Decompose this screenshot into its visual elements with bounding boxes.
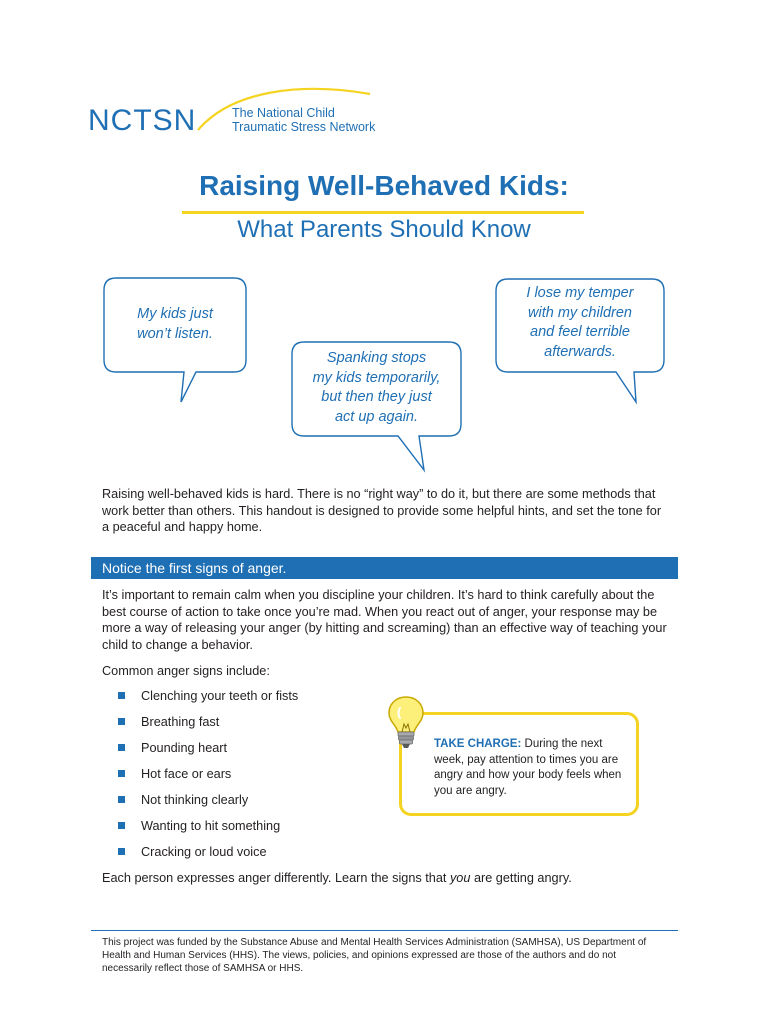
- intro-paragraph: Raising well-behaved kids is hard. There is no “right way” to do it, but there are some methods that work better than others. This handout is designed to provide some helpful hints, and set the tone for a peaceful and happy home.: [102, 487, 662, 534]
- take-charge-body: During the next week, pay attention to times you are angry and how your body feels when you are angry.: [434, 738, 622, 797]
- list-item: [118, 714, 298, 740]
- list-item: [118, 688, 298, 714]
- square-bullet-icon: [118, 744, 125, 751]
- footer-divider: [91, 930, 678, 931]
- bubble-line: afterwards.: [544, 343, 616, 360]
- logo-name: [232, 106, 375, 134]
- list-item-text: Pounding heart: [141, 741, 228, 755]
- section-header: [91, 557, 678, 579]
- speech-bubble-text-1: [104, 305, 246, 344]
- closing-text-start: Each person expresses anger differently. Learn the signs that: [102, 871, 450, 885]
- page-subtitle: What Parents Should Know: [237, 216, 531, 243]
- lightbulb-icon: [386, 694, 426, 750]
- take-charge-box: [399, 712, 639, 816]
- list-item: [118, 818, 298, 844]
- square-bullet-icon: [118, 718, 125, 725]
- list-item-text: Hot face or ears: [141, 767, 232, 781]
- square-bullet-icon: [118, 822, 125, 829]
- bubble-line: I lose my temper: [526, 285, 634, 301]
- bubble-line: My kids just: [137, 306, 213, 322]
- page-title: Raising Well-Behaved Kids:: [199, 170, 569, 201]
- logo-name-line1: The National Child: [232, 106, 335, 120]
- bubble-line: with my children: [528, 304, 632, 321]
- section-title: Notice the first signs of anger.: [102, 560, 287, 576]
- list-item: [118, 766, 298, 792]
- closing-text-emphasis: you: [449, 871, 471, 885]
- logo-name-line2: Traumatic Stress Network: [232, 120, 376, 134]
- signs-lead: Common anger signs include:: [102, 664, 270, 678]
- square-bullet-icon: [118, 796, 125, 803]
- bubble-line: Spanking stops: [326, 350, 427, 366]
- take-charge-text: [434, 737, 634, 799]
- square-bullet-icon: [118, 770, 125, 777]
- logo-acronym: NCTSN: [88, 104, 197, 137]
- speech-bubble-text-2: [292, 349, 461, 427]
- bubble-line: won’t listen.: [137, 325, 213, 342]
- list-item: [118, 792, 298, 818]
- nctsn-logo: [88, 86, 388, 146]
- funding-footnote: This project was funded by the Substance Abuse and Mental Health Services Administration (SAMHSA), US Department of Health and Human Services (HHS). The views, policies, and opinions expressed are those of the authors and do not necessarily reflect those of SAMHSA or HHS.: [102, 937, 647, 974]
- list-item-text: Wanting to hit something: [141, 819, 281, 833]
- bubble-line: and feel terrible: [530, 324, 630, 340]
- square-bullet-icon: [118, 848, 125, 855]
- list-item: [118, 844, 298, 870]
- bubble-line: but then they just: [321, 389, 432, 405]
- title-underline: [182, 211, 584, 214]
- list-item-text: Breathing fast: [141, 715, 220, 729]
- bubble-line: act up again.: [334, 408, 419, 425]
- list-item-text: Cracking or loud voice: [141, 845, 267, 859]
- list-item-text: Clenching your teeth or fists: [141, 689, 299, 703]
- section-paragraph: It’s important to remain calm when you discipline your children. It’s hard to think carefully about the best course of action to take once you’re mad. When you react out of anger, your response may be more a way of releasing your anger (by hitting and screaming) than an effective way of teaching your child to change a behavior.: [102, 588, 667, 652]
- square-bullet-icon: [118, 692, 125, 699]
- anger-signs-list: [118, 688, 298, 870]
- list-item: [118, 740, 298, 766]
- closing-text-end: are getting angry.: [470, 871, 572, 885]
- list-item-text: Not thinking clearly: [141, 793, 249, 807]
- take-charge-label: TAKE CHARGE:: [434, 738, 522, 750]
- closing-sentence: [102, 871, 572, 885]
- bubble-line: my kids temporarily,: [312, 369, 441, 386]
- speech-bubble-text-3: [496, 284, 664, 362]
